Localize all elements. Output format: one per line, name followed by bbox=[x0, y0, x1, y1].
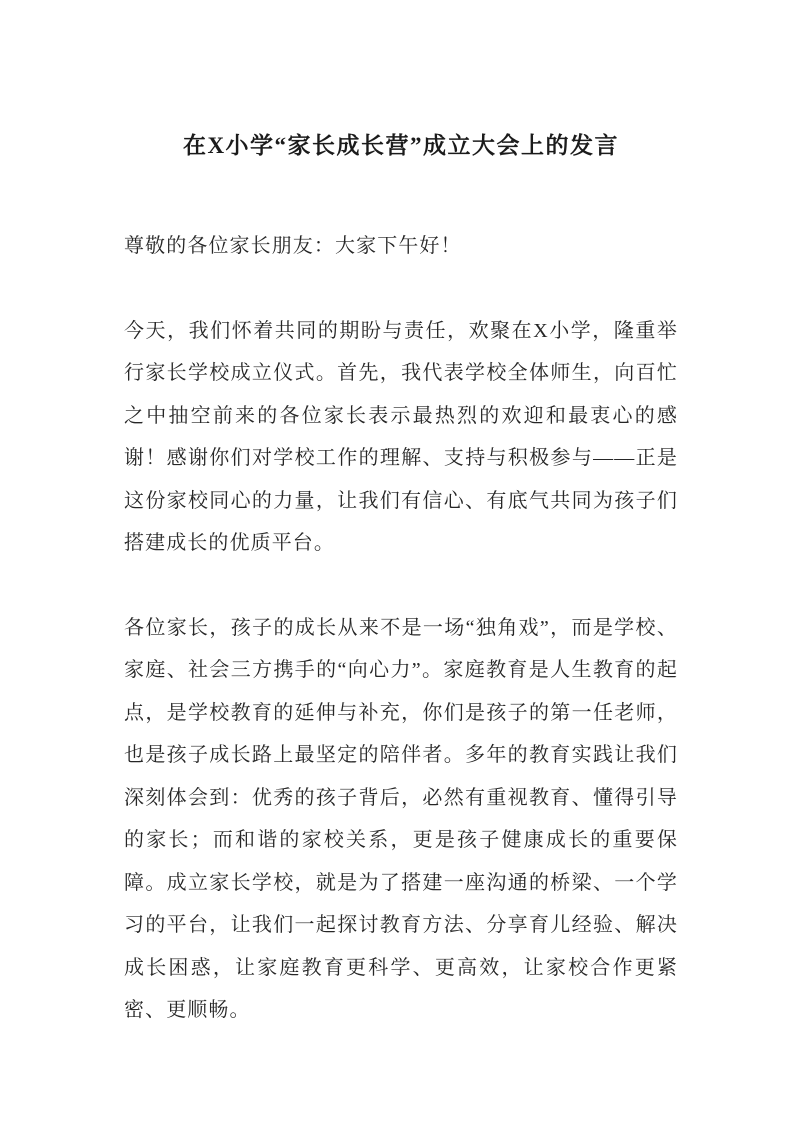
salutation-paragraph: 尊敬的各位家长朋友：大家下午好！ bbox=[124, 235, 462, 257]
document-body bbox=[124, 225, 678, 1032]
welcome-paragraph: 今天，我们怀着共同的期盼与责任，欢聚在X小学，隆重举行家长学校成立仪式。首先，我代表学校全体师生，向百忙之中抽空前来的各位家长表示最热烈的欢迎和最衷心的感谢！感谢你们对学校工作的理解、支持与积极参与——正是这份家校同心的力量，让我们有信心、有底气共同为孩子们搭建成长的优质平台。 bbox=[124, 319, 678, 554]
document-title: 在X小学“家长成长营”成立大会上的发言 bbox=[182, 133, 620, 158]
main-paragraph: 各位家长，孩子的成长从来不是一场“独角戏”，而是学校、家庭、社会三方携手的“向心力”。家庭教育是人生教育的起点，是学校教育的延伸与补充，你们是孩子的第一任老师，也是孩子成长路上最坚定的陪伴者。多年的教育实践让我们深刻体会到：优秀的孩子背后，必然有重视教育、懂得引导的家长；而和谐的家校关系，更是孩子健康成长的重要保障。成立家长学校，就是为了搭建一座沟通的桥梁、一个学习的平台，让我们一起探讨教育方法、分享育儿经验、解决成长困惑，让家庭教育更科学、更高效，让家校合作更紧密、更顺畅。 bbox=[124, 616, 678, 1021]
